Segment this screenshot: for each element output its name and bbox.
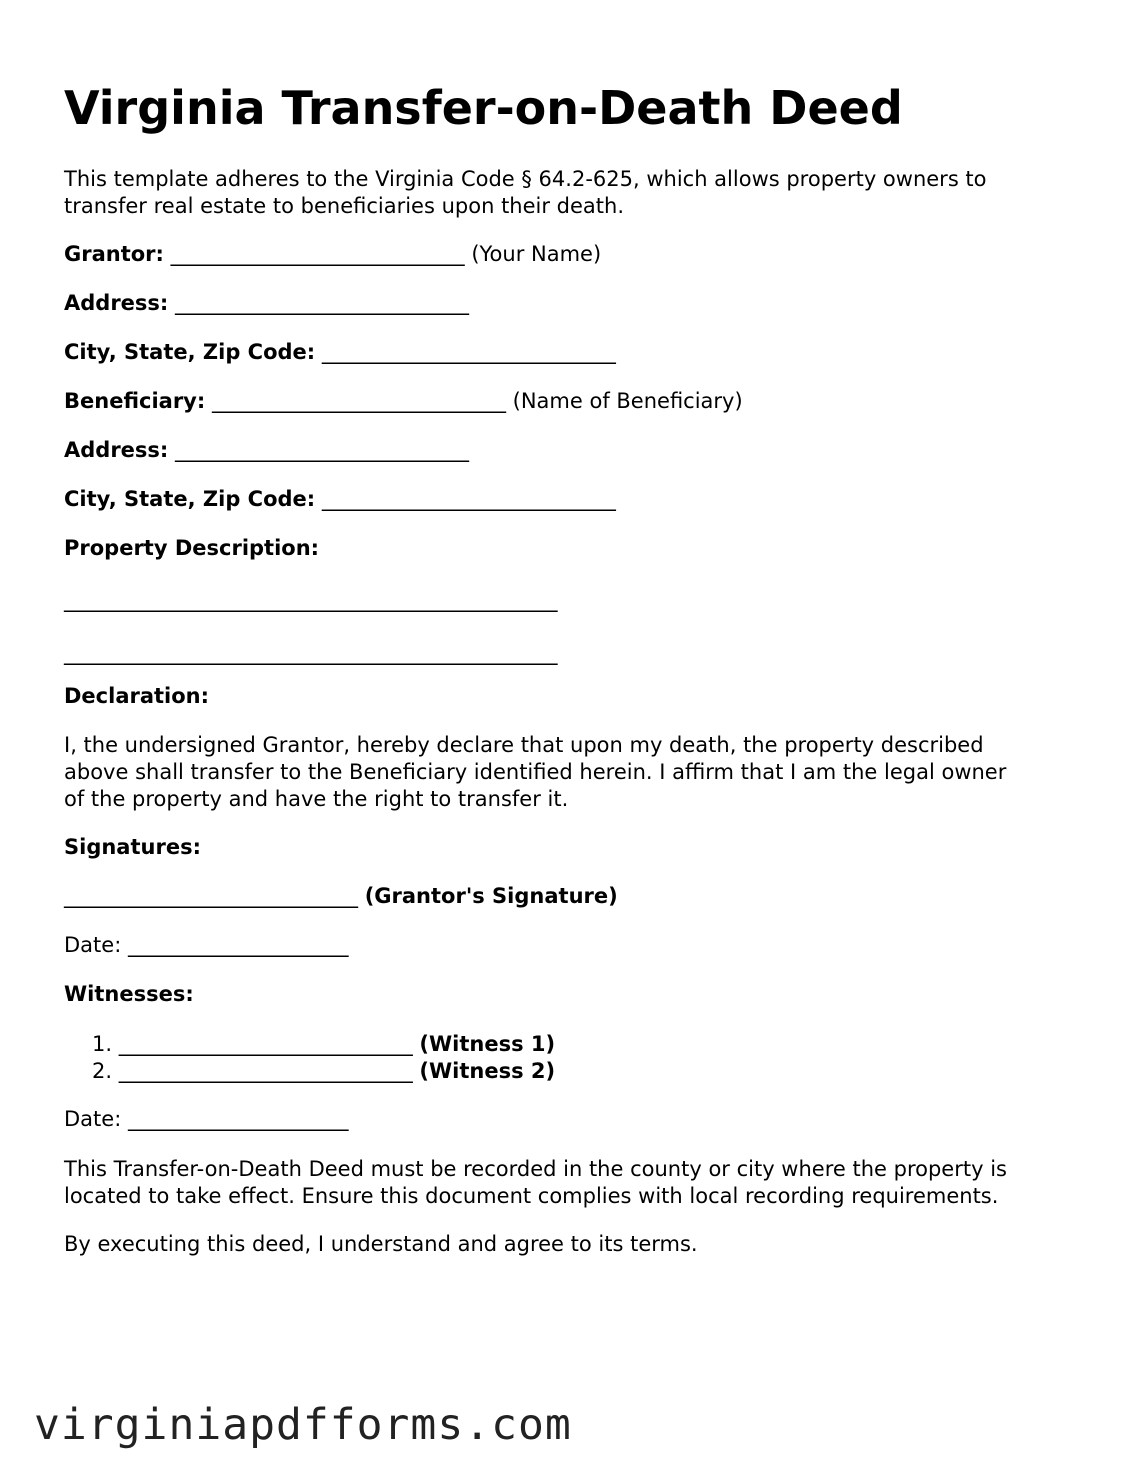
grantor-address-label: Address:	[64, 291, 169, 315]
beneficiary-city-label: City, State, Zip Code:	[64, 487, 316, 511]
beneficiary-blank[interactable]: ____________________________	[211, 389, 506, 413]
intro-line-2: transfer real estate to beneficiaries upon their death.	[64, 194, 625, 218]
property-description-line-2[interactable]: _______________________________________________	[64, 641, 558, 665]
property-description-label: Property Description:	[64, 536, 320, 560]
witnesses-heading	[64, 981, 194, 1008]
grantor-hint: (Your Name)	[471, 242, 602, 266]
beneficiary-city-field	[64, 486, 616, 513]
recording-line-2: located to take effect. Ensure this document complies with local recording requirements.	[64, 1184, 999, 1208]
signature-date-label: Date:	[64, 933, 122, 957]
witness-2-item	[92, 1058, 555, 1085]
witness-date-label: Date:	[64, 1107, 122, 1131]
beneficiary-city-blank[interactable]: ____________________________	[321, 487, 616, 511]
witness-1-caption: (Witness 1)	[419, 1032, 556, 1056]
grantor-signature-caption: (Grantor's Signature)	[364, 884, 618, 908]
declaration-line-2: above shall transfer to the Beneficiary identified herein. I affirm that I am the legal owner	[64, 760, 1007, 784]
recording-line-1: This Transfer-on-Death Deed must be recorded in the county or city where the property is	[64, 1157, 1007, 1181]
grantor-city-label: City, State, Zip Code:	[64, 340, 316, 364]
site-watermark: virginiapdfforms.com	[34, 1400, 572, 1450]
witness-2-number: 2.	[92, 1059, 113, 1083]
signatures-heading	[64, 834, 201, 861]
beneficiary-address-label: Address:	[64, 438, 169, 462]
declaration-line-3: of the property and have the right to transfer it.	[64, 787, 569, 811]
signatures-label: Signatures:	[64, 835, 201, 859]
grantor-city-field	[64, 339, 616, 366]
witnesses-label: Witnesses:	[64, 982, 194, 1006]
closing-statement: By executing this deed, I understand and agree to its terms.	[64, 1232, 698, 1256]
grantor-label: Grantor:	[64, 242, 164, 266]
witness-1-number: 1.	[92, 1032, 113, 1056]
declaration-label: Declaration:	[64, 684, 210, 708]
grantor-field	[64, 241, 601, 268]
beneficiary-field	[64, 388, 743, 415]
beneficiary-address-blank[interactable]: ____________________________	[175, 438, 470, 462]
witness-date-blank[interactable]: _____________________	[127, 1107, 349, 1131]
grantor-signature-blank[interactable]: ____________________________	[64, 884, 358, 908]
declaration-heading	[64, 683, 209, 710]
beneficiary-address-field	[64, 437, 469, 464]
witness-1-blank[interactable]: ____________________________	[118, 1032, 413, 1056]
witness-2-caption: (Witness 2)	[419, 1059, 556, 1083]
intro-line-1: This template adheres to the Virginia Code § 64.2-625, which allows property owners to	[64, 167, 987, 191]
witness-date-field	[64, 1106, 348, 1133]
grantor-address-field	[64, 290, 469, 317]
document-title: Virginia Transfer-on-Death Deed	[64, 81, 903, 135]
signature-date-field	[64, 932, 348, 959]
beneficiary-label: Beneficiary:	[64, 389, 206, 413]
property-description-line-1[interactable]: _______________________________________________	[64, 588, 558, 612]
beneficiary-hint: (Name of Beneficiary)	[512, 389, 743, 413]
witness-1-item	[92, 1031, 555, 1058]
property-description-heading	[64, 535, 319, 562]
signature-date-blank[interactable]: _____________________	[127, 933, 349, 957]
grantor-blank[interactable]: ____________________________	[170, 242, 465, 266]
grantor-address-blank[interactable]: ____________________________	[175, 291, 470, 315]
grantor-signature-field	[64, 883, 618, 910]
witness-2-blank[interactable]: ____________________________	[118, 1059, 413, 1083]
declaration-line-1: I, the undersigned Grantor, hereby declare that upon my death, the property described	[64, 733, 984, 757]
grantor-city-blank[interactable]: ____________________________	[321, 340, 616, 364]
